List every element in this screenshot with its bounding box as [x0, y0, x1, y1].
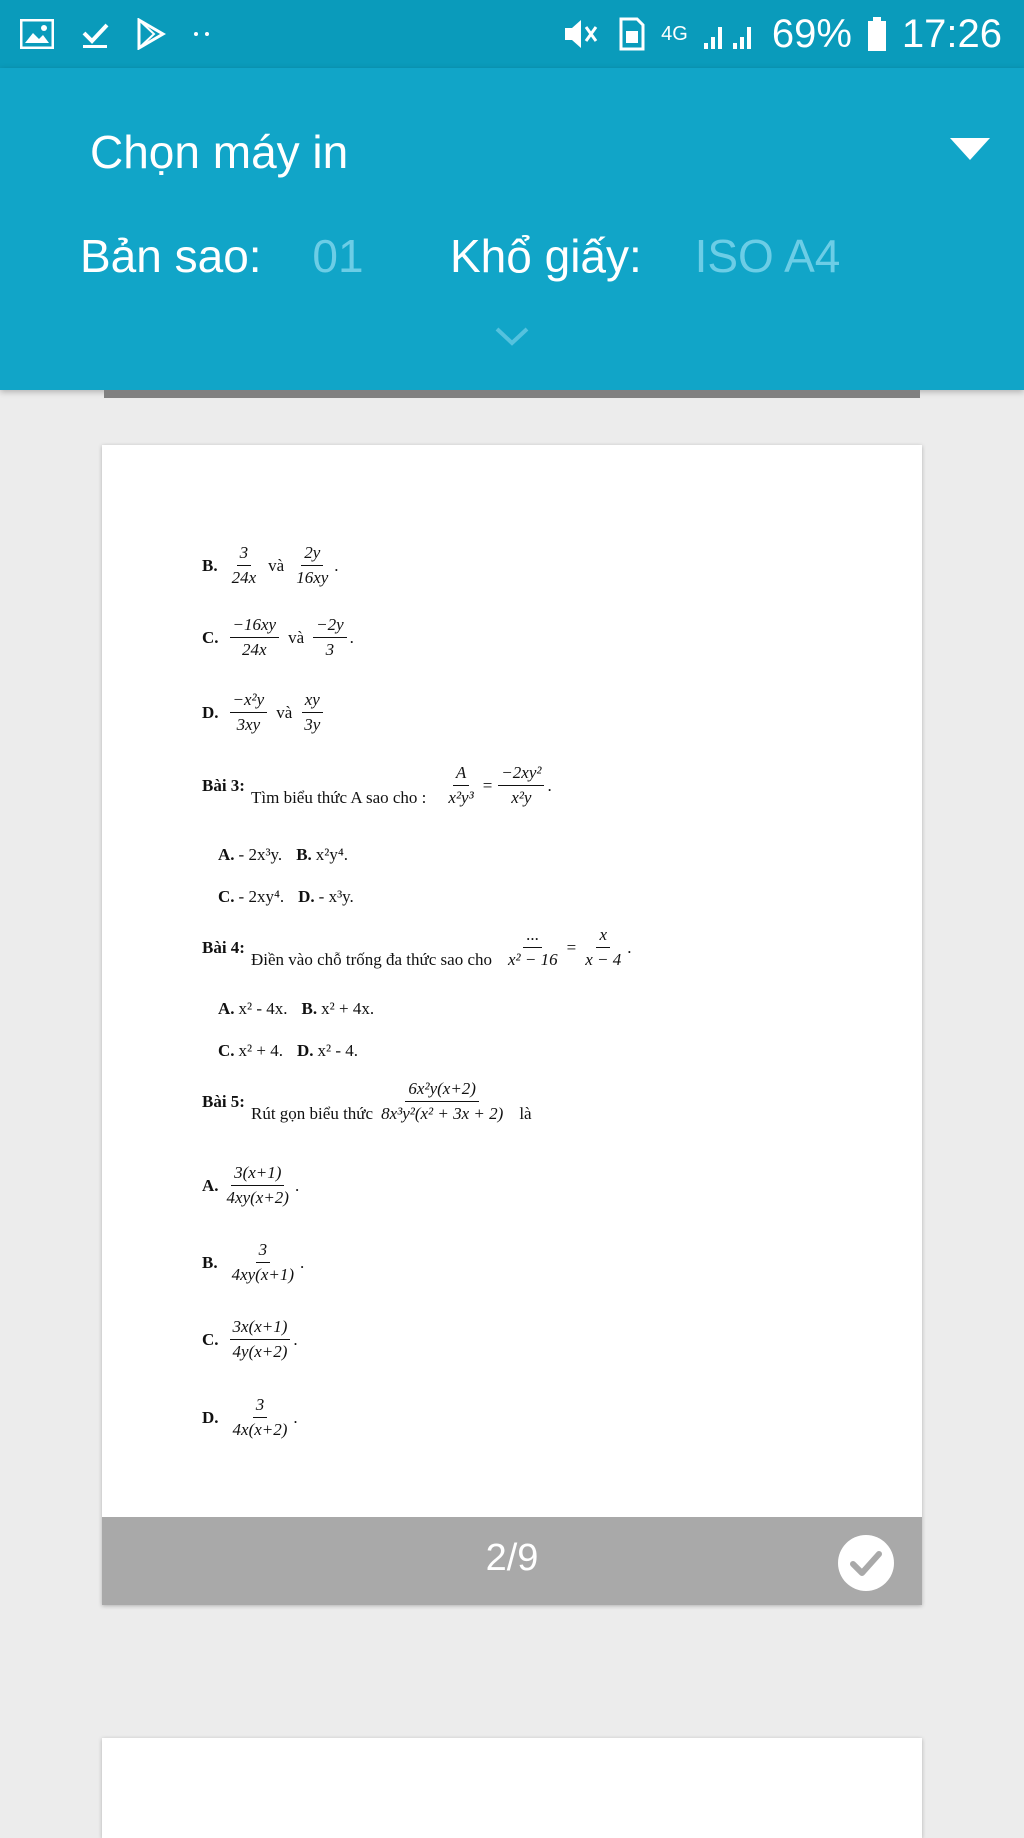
- bai5-option-d: D. $\frac{3}{4x(x+2)}$ .: [202, 1395, 298, 1439]
- fraction: $\frac{3}{24x}$: [231, 543, 257, 587]
- dropdown-arrow-icon[interactable]: [950, 138, 990, 160]
- fraction: $\frac{x}{x - 4}$: [585, 925, 622, 969]
- print-options-header: [0, 68, 1024, 390]
- expand-chevron-icon[interactable]: [494, 326, 530, 348]
- page-select-checkbox[interactable]: [838, 1535, 894, 1591]
- fraction: $\frac{-16xy}{24x}$: [230, 615, 280, 660]
- q2-option-c: C. $\frac{-16xy}{24x}$ và $\frac{-2y}{3}$ .: [202, 615, 354, 659]
- more-notifications-icon: [192, 14, 212, 54]
- fraction: $\frac{-2y}{3}$: [313, 615, 347, 660]
- fraction: $\frac{3}{4xy(x+1)}$: [231, 1240, 295, 1284]
- signal-icon: [702, 14, 758, 54]
- next-page-preview[interactable]: [102, 1738, 922, 1838]
- paper-size-option[interactable]: [450, 228, 840, 284]
- fraction: $\frac{\text{−2xy²}}{\text{x²y}}$: [498, 763, 544, 808]
- fraction: $\frac{2y}{16xy}$: [296, 543, 329, 587]
- paper-size-value[interactable]: ISO A4: [694, 230, 841, 282]
- bai5-option-b: B. $\frac{3}{4xy(x+1)}$ .: [202, 1240, 305, 1284]
- q2-option-d: D. $\frac{\text{−x²y}}{3xy}$ và $\frac{xy}{3y}$: [202, 690, 326, 735]
- sim-card-icon: [617, 14, 647, 54]
- battery-percent: 69%: [771, 12, 852, 56]
- fraction: $\frac{...}{\text{x² − 16}}$: [508, 925, 558, 969]
- page-preview[interactable]: [102, 445, 922, 1605]
- mute-icon: [563, 14, 603, 54]
- previous-page-edge: [104, 390, 920, 398]
- fraction: $\frac{3(x+1)}{4xy(x+2)}$: [226, 1163, 289, 1207]
- download-done-icon: [80, 14, 110, 54]
- network-type: 4G: [661, 23, 688, 45]
- bai5-option-c: C. $\frac{3x(x+1)}{4y(x+2)}$ .: [202, 1317, 298, 1361]
- play-store-icon: [136, 14, 166, 54]
- bai4-options-row2: C. x² + 4. D. x² - 4.: [218, 1041, 359, 1060]
- fraction: $\frac{\text{6x²y(x+2)}}{\text{8x³y²(x² + 3x + 2)}}$: [381, 1079, 504, 1123]
- status-bar: [0, 0, 1024, 68]
- battery-icon: [866, 14, 888, 54]
- page-footer: [102, 1517, 922, 1605]
- bai4-options-row1: A. x² - 4x. B. x² + 4x.: [218, 999, 375, 1018]
- fraction: $\frac{A}{\text{x²y³}}$: [448, 763, 474, 807]
- paper-size-label: Khổ giấy:: [450, 230, 642, 282]
- bai5-question: Bài 5: Rút gọn biểu thức $\frac{\text{6x²y(x+2)}}{\text{8x³y²(x² + 3x + 2)}}$ là: [202, 1079, 532, 1123]
- fraction: $\frac{3x(x+1)}{4y(x+2)}$: [230, 1317, 291, 1362]
- fraction: $\frac{xy}{3y}$: [301, 690, 323, 735]
- bai3-options-row2: C. - 2xy⁴. D. - x³y.: [218, 887, 354, 906]
- check-icon: [838, 1535, 894, 1591]
- fraction: $\frac{3}{4x(x+2)}$: [232, 1395, 288, 1439]
- clock: 17:26: [901, 12, 1002, 56]
- fraction: $\frac{\text{−x²y}}{3xy}$: [230, 690, 268, 735]
- bai5-option-a: A. $\frac{3(x+1)}{4xy(x+2)}$ .: [202, 1163, 300, 1207]
- copies-label: Bản sao:: [80, 230, 262, 282]
- page-counter: 2/9: [485, 1537, 539, 1579]
- copies-value[interactable]: 01: [312, 230, 364, 282]
- copies-option[interactable]: [80, 228, 364, 284]
- bai3-options-row1: A. - 2x³y. B. x²y⁴.: [218, 845, 349, 864]
- bai4-question: Bài 4: Điền vào chỗ trống đa thức sao cho $\frac{...}{\text{x² − 16}}$ = $\frac{x}{x - 4}$ .: [202, 925, 632, 969]
- q2-option-b: B. $\frac{3}{24x}$ và $\frac{2y}{16xy}$ .: [202, 543, 339, 587]
- printer-select-label[interactable]: Chọn máy in: [90, 126, 349, 178]
- gallery-notification-icon: [20, 14, 54, 54]
- bai3-question: Bài 3: Tìm biểu thức A sao cho : $\frac{A}{\text{x²y³}}$ = $\frac{\text{−2xy²}}{\text{x²y}}$ .: [202, 763, 552, 807]
